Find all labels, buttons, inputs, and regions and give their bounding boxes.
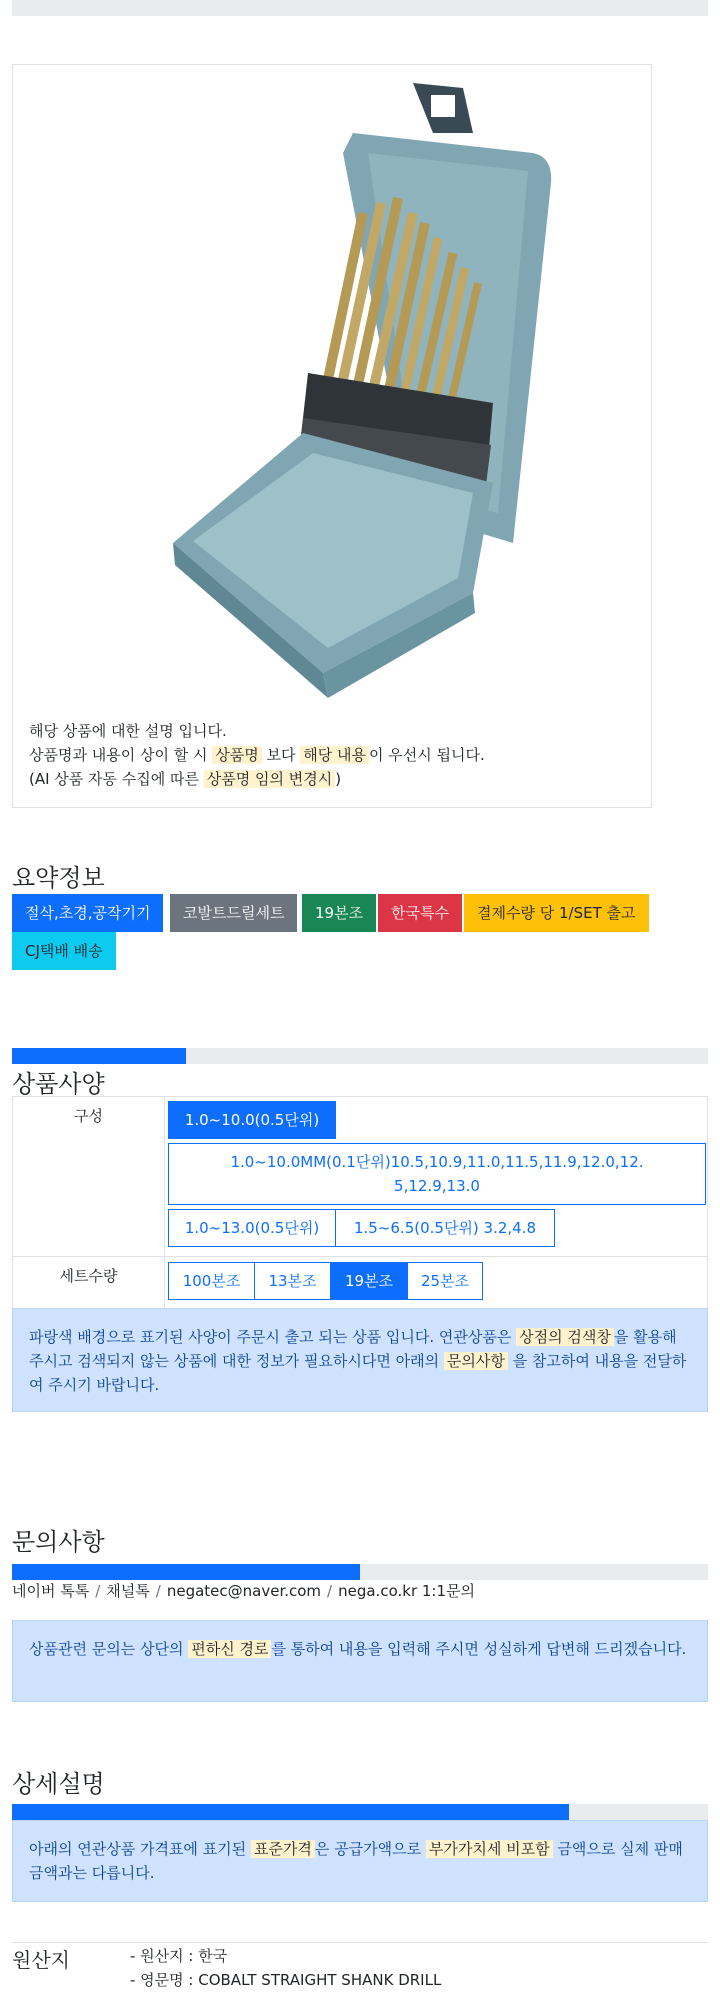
summary-title: 요약정보 [12, 864, 105, 892]
origin-list [130, 1944, 441, 1992]
origin-item: - 영문명 : COBALT STRAIGHT SHANK DRILL [130, 1971, 442, 1989]
notice-highlight: 상점의 검색창 [516, 1328, 614, 1346]
detail-notice [12, 1820, 708, 1902]
desc-line-2 [29, 743, 485, 767]
spec-table [12, 1096, 708, 1290]
notice-text: 을 참고하여 내용을 전달하여 주시기 바랍니다. [29, 1352, 687, 1394]
badge-shipping: CJ택배 배송 [12, 932, 116, 970]
origin-item: - 원산지 : 한국 [130, 1947, 228, 1965]
badge-category: 절삭,초경,공작기기 [12, 894, 163, 932]
notice-text: 을 활용해 주시고 검색되지 않는 상품에 대한 정보가 필요하시다면 아래의 [29, 1328, 677, 1370]
option-composition-3[interactable]: 1.0~13.0(0.5단위) [168, 1209, 336, 1247]
desc-highlight: 해당 내용 [300, 746, 369, 764]
desc-text: 보다 [261, 746, 301, 764]
spec-label: 구성 [13, 1097, 165, 1256]
desc-text: 상품명과 내용이 상이 할 시 [29, 746, 213, 764]
spec-title: 상품사양 [12, 1070, 105, 1098]
inquiry-progress-fill [12, 1564, 360, 1580]
inquiry-notice [12, 1620, 708, 1702]
contact-sep: / [95, 1582, 101, 1600]
option-composition-2[interactable]: 1.0~10.0MM(0.1단위)10.5,10.9,11.0,11.5,11.9,12.0,12.5,12.9,13.0 [168, 1143, 706, 1205]
contact-naver-talk[interactable]: 네이버 톡톡 [12, 1582, 90, 1600]
badge-brand: 한국특수 [378, 894, 462, 932]
option-set-25[interactable]: 25본조 [407, 1262, 483, 1300]
notice-highlight: 표준가격 [251, 1840, 315, 1858]
contact-sep: / [327, 1582, 333, 1600]
badge-set-count: 19본조 [302, 894, 376, 932]
notice-text: 은 공급가액으로 [314, 1840, 426, 1858]
origin-label: 원산지 [12, 1948, 70, 1972]
notice-text: 파랑색 배경으로 표기된 사양이 주문시 출고 되는 상품 입니다. 연관상품은 [29, 1328, 517, 1346]
spec-progress-fill [12, 1048, 186, 1064]
notice-highlight: 편하신 경로 [188, 1640, 271, 1658]
notice-highlight: 부가가치세 비포함 [426, 1840, 553, 1858]
top-progress-bar [12, 0, 708, 16]
desc-text: (AI 상품 자동 수집에 따른 [29, 770, 204, 788]
badge-product-type: 코발트드릴세트 [170, 894, 297, 932]
spec-notice [12, 1308, 708, 1412]
contact-channel-talk[interactable]: 채널톡 [106, 1582, 150, 1600]
product-card [12, 64, 652, 808]
option-set-13[interactable]: 13본조 [254, 1262, 331, 1300]
option-set-100[interactable]: 100본조 [168, 1262, 255, 1300]
badge-order-qty: 결제수량 당 1/SET 출고 [464, 894, 649, 932]
spec-row-composition [12, 1097, 708, 1257]
inquiry-progress [12, 1564, 708, 1580]
detail-progress [12, 1804, 708, 1820]
contact-website[interactable]: nega.co.kr 1:1문의 [338, 1582, 475, 1600]
notice-highlight: 문의사항 [444, 1352, 508, 1370]
inquiry-title: 문의사항 [12, 1528, 105, 1556]
desc-text: ) [335, 770, 342, 788]
spec-row-set-qty [12, 1257, 708, 1309]
notice-text: 를 통하여 내용을 입력해 주시면 성실하게 답변해 드리겠습니다. [271, 1640, 687, 1658]
contact-sep: / [155, 1582, 161, 1600]
detail-title: 상세설명 [12, 1770, 105, 1798]
notice-text: 아래의 연관상품 가격표에 표기된 [29, 1840, 251, 1858]
notice-text: 금액으로 실제 판매금액과는 다릅니다. [29, 1840, 683, 1882]
spec-label: 세트수량 [13, 1257, 165, 1308]
detail-progress-fill [12, 1804, 569, 1820]
option-composition-1[interactable]: 1.0~10.0(0.5단위) [168, 1101, 336, 1139]
desc-text: 이 우선시 됩니다. [368, 746, 485, 764]
desc-line-3 [29, 767, 485, 791]
desc-highlight: 상품명 임의 변경시 [204, 770, 335, 788]
spec-progress [12, 1048, 708, 1064]
option-set-19[interactable]: 19본조 [330, 1262, 408, 1300]
desc-line-1: 해당 상품에 대한 설명 입니다. [29, 722, 227, 740]
contact-email[interactable]: negatec@naver.com [166, 1582, 322, 1600]
desc-highlight: 상품명 [212, 746, 261, 764]
origin-divider [12, 1942, 708, 1943]
option-composition-4[interactable]: 1.5~6.5(0.5단위) 3.2,4.8 [335, 1209, 555, 1247]
product-description [29, 719, 485, 791]
contact-links [12, 1580, 475, 1601]
notice-text: 상품관련 문의는 상단의 [29, 1640, 189, 1658]
drill-set-product-image [113, 73, 573, 703]
